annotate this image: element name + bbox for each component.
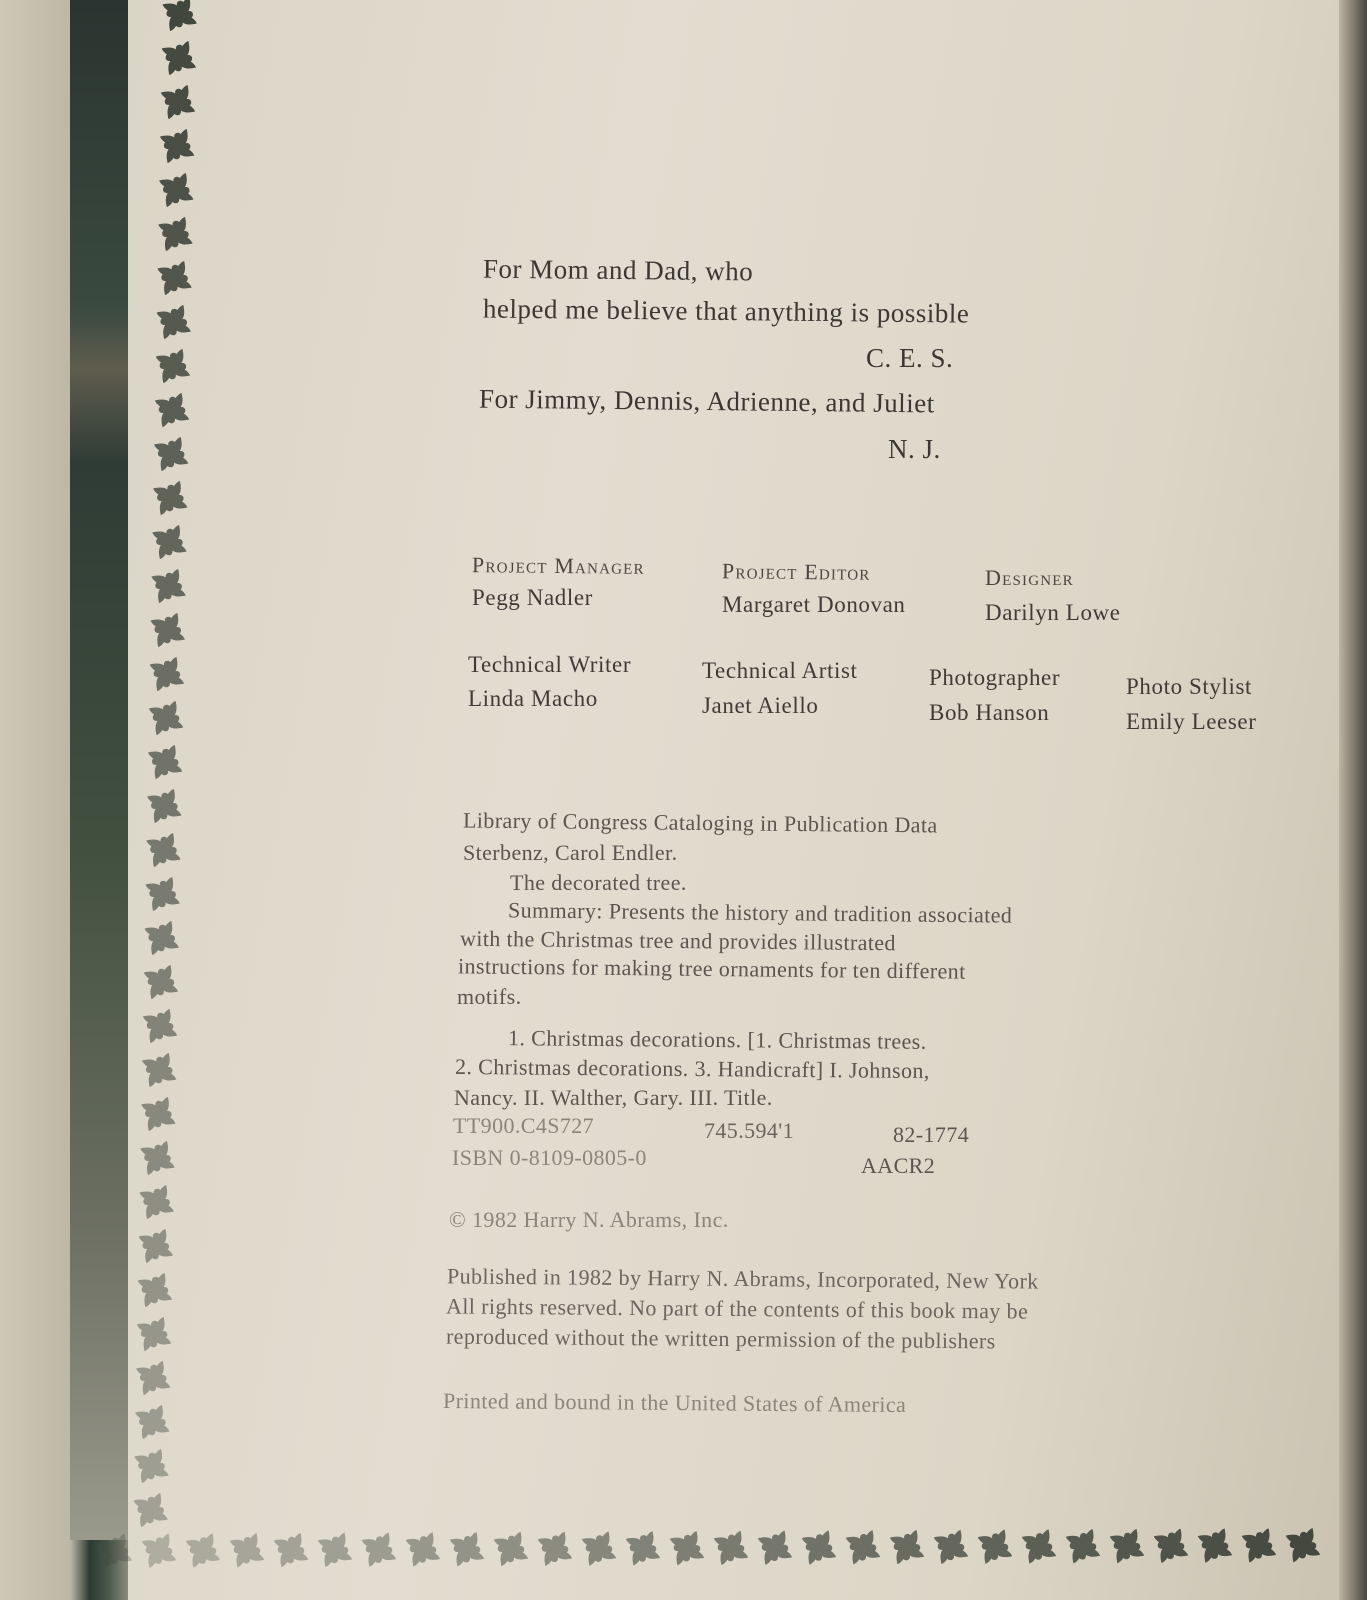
ornamental-border-left [118,0,210,1560]
ornament-motif [141,873,183,915]
ornament-motif [149,477,191,519]
ornament-motif [135,1225,177,1267]
ornament-motif [1062,1525,1104,1567]
ornament-motif [446,1528,488,1570]
ornament-motif [153,257,195,299]
ornament-motif [159,0,201,35]
cip-title: The decorated tree. [510,870,687,895]
ornament-motif [141,917,183,959]
ornament-motif [754,1527,796,1569]
credit-role-project-manager: Project Manager [471,552,645,579]
ornament-motif [1282,1524,1324,1566]
ornament-motif [95,1530,136,1572]
ornament-motif [154,213,196,255]
ornament-motif [155,169,197,211]
printed-line: Printed and bound in the United States of America [442,1387,907,1418]
credit-name-technical-artist: Janet Aiello [702,693,819,718]
ornament-motif [622,1527,664,1569]
ornament-motif [842,1526,884,1568]
ornament-motif [147,609,189,651]
cip-isbn: ISBN 0-8109-0805-0 [452,1145,647,1170]
credit-name-photographer: Bob Hanson [929,700,1050,725]
cip-aacr: AACR2 [861,1153,936,1178]
ornamental-border-bottom [95,1515,1340,1587]
dedication-line-2: helped me believe that anything is possible [482,293,970,329]
ornament-motif [402,1528,444,1570]
page-edge-shadow [1339,0,1367,1600]
ornament-motif [142,829,184,871]
ornament-motif [314,1529,356,1571]
ornament-motif [1150,1525,1192,1567]
cip-heading: Library of Congress Cataloging in Publication Data [462,807,938,838]
ornament-motif [182,1529,224,1571]
ornament-motif [798,1526,840,1568]
ornament-motif [145,697,187,739]
ornament-motif [666,1527,708,1569]
ornament-motif [1106,1525,1148,1567]
ornament-motif [136,1181,178,1223]
copyright-line: © 1982 Harry N. Abrams, Inc. [449,1207,729,1232]
ornament-motif [158,37,200,79]
dedication-line-3: For Jimmy, Dennis, Adrienne, and Juliet [478,383,935,419]
credit-role-designer: Designer [985,565,1074,590]
credit-role-technical-writer: Technical Writer [468,652,632,677]
credit-name-project-editor: Margaret Donovan [722,592,906,617]
ornament-motif [490,1528,532,1570]
ornament-motif [1018,1525,1060,1567]
ornament-motif [930,1526,972,1568]
cip-subjects-line-1: 1. Christmas decorations. [1. Christmas trees. [507,1025,927,1054]
credit-name-photo-stylist: Emily Leeser [1126,709,1257,734]
ornament-motif [138,1530,180,1572]
ornament-motif [578,1527,620,1569]
cip-call-number: TT900.C4S727 [453,1113,595,1138]
dedication-line-1: For Mom and Dad, who [482,253,754,287]
ornament-motif [133,1313,175,1355]
cip-dewey: 745.594'1 [704,1118,795,1143]
ornament-motif [134,1269,176,1311]
ornament-motif [1238,1524,1280,1566]
ornament-motif [131,1401,173,1443]
credit-name-designer: Darilyn Lowe [985,600,1121,625]
published-line-2: All rights reserved. No part of the contents of this book may be [445,1293,1029,1324]
published-line-1: Published in 1982 by Harry N. Abrams, Incorporated, New York [446,1263,1039,1294]
cip-summary-line-3: instructions for making tree ornaments for ten different [457,953,966,984]
credit-role-technical-artist: Technical Artist [702,658,858,683]
ornament-motif [710,1527,752,1569]
ornament-motif [140,961,182,1003]
credit-role-photographer: Photographer [929,665,1061,690]
credit-name-technical-writer: Linda Macho [468,686,598,711]
dedication-initials-2: N. J. [888,434,941,464]
ornament-motif [150,433,192,475]
ornament-motif [130,1445,172,1487]
cip-summary-line-4: motifs. [457,984,522,1009]
credit-role-photo-stylist: Photo Stylist [1126,674,1253,699]
ornament-motif [1194,1524,1236,1566]
ornament-motif [137,1093,179,1135]
cip-summary-line-1: Summary: Presents the history and tradition associated [507,897,1013,928]
ornament-motif [156,125,198,167]
credit-name-project-manager: Pegg Nadler [472,585,593,610]
cip-summary-line-2: with the Christmas tree and provides illustrated [459,925,897,956]
ornament-motif [144,741,186,783]
ornament-motif [138,1049,180,1091]
cip-author: Sterbenz, Carol Endler. [463,840,678,865]
ornament-motif [151,389,193,431]
ornament-motif [147,565,189,607]
credit-role-project-editor: Project Editor [721,558,871,585]
ornament-motif [358,1528,400,1570]
ornament-motif [974,1526,1016,1568]
cip-lccn: 82-1774 [893,1122,970,1147]
ornament-motif [153,301,195,343]
ornament-motif [226,1529,268,1571]
ornament-motif [143,785,185,827]
ornament-motif [136,1137,178,1179]
published-line-3: reproduced without the written permission of the publishers [445,1323,996,1354]
ornament-motif [157,81,199,123]
ornament-motif [886,1526,928,1568]
cip-subjects-line-2: 2. Christmas decorations. 3. Handicraft] I. Johnson, [454,1053,930,1084]
ornament-motif [132,1357,174,1399]
ornament-motif [270,1529,312,1571]
ornament-motif [152,345,194,387]
dedication-initials-1: C. E. S. [866,343,954,373]
ornament-motif [534,1528,576,1570]
ornament-motif [139,1005,181,1047]
ornament-motif [146,653,188,695]
cip-subjects-line-3: Nancy. II. Walther, Gary. III. Title. [454,1085,773,1110]
ornament-motif [148,521,190,563]
